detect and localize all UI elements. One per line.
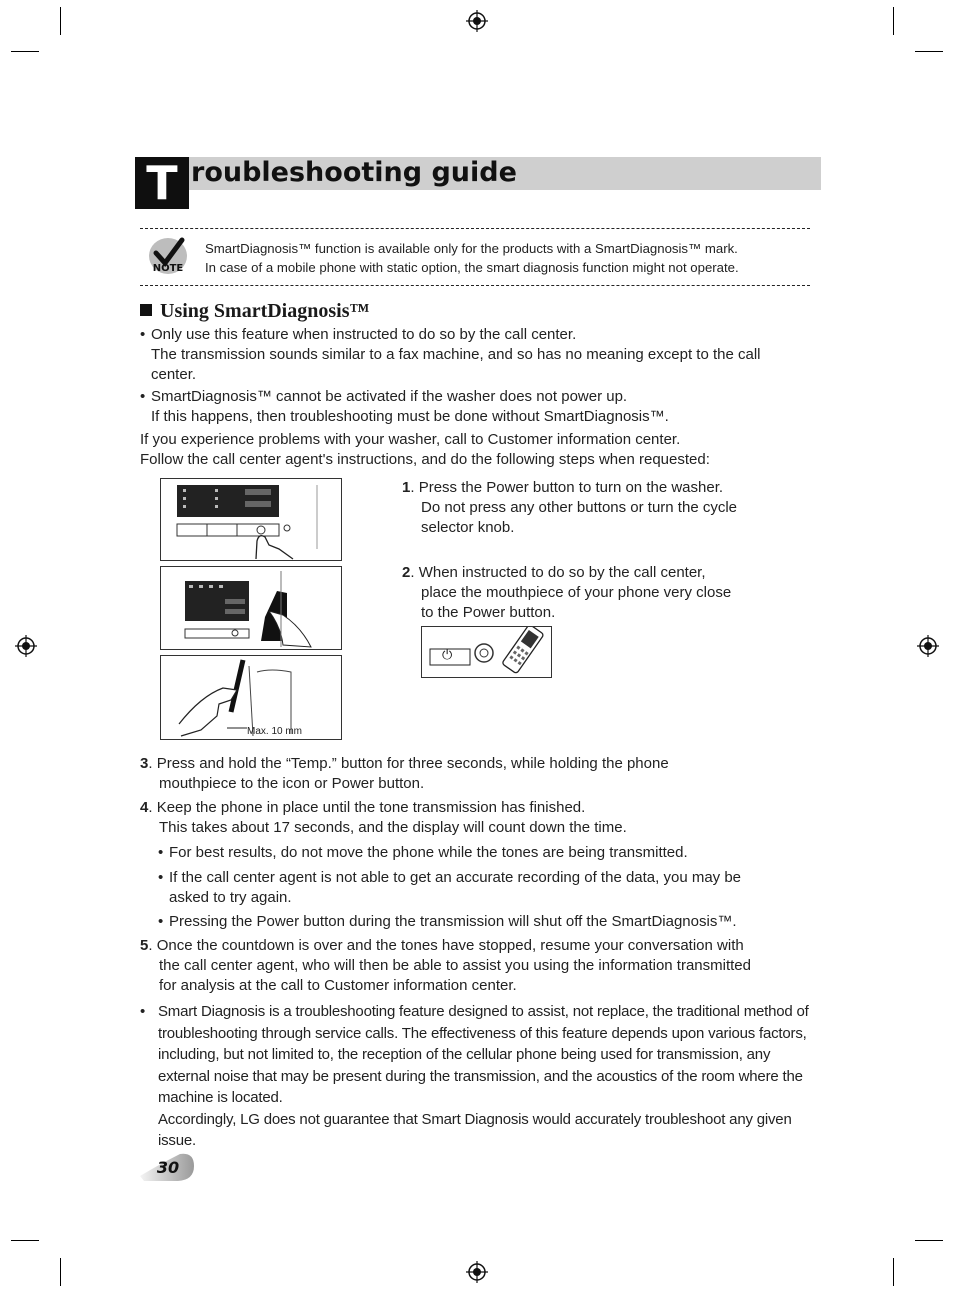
crop-mark [60, 1258, 61, 1286]
bullet-dot-icon: • [140, 388, 146, 405]
title-initial: T [135, 157, 189, 209]
crop-mark [915, 51, 943, 52]
page-title: roubleshooting guide [191, 157, 517, 188]
crop-mark [893, 1258, 894, 1286]
step-item: 5. Once the countdown is over and the tones have stopped, resume your conversation with the call center agent, who will then be able to assist you using the information transmitted for analysis at the call to Customer information center. [140, 937, 751, 994]
disclaimer: • Smart Diagnosis is a troubleshooting feature designed to assist, not replace, the traditional method of troubleshooting through service calls. The effectiveness of this feature depends upon various factors, including, but not limited to, the reception of the cellular phone being used for transmission, any external noise that may be present during the transmission, and the acoustics of the room where the machine is located. Accordingly, LG does not guarantee that Smart Diagnosis would accurately troubleshoot any given issue. [140, 1003, 809, 1149]
intro-paragraph: If you experience problems with your washer, call to Customer information center. Follow the call center agent's instructions, and do the following steps when requested: [140, 431, 710, 468]
divider [140, 285, 810, 286]
bullet-dot-icon: • [140, 1003, 146, 1020]
bullet-dot-icon: • [140, 326, 146, 343]
note-text [205, 239, 739, 277]
crop-mark [915, 1240, 943, 1241]
registration-mark-icon [466, 10, 488, 32]
section-heading: Using SmartDiagnosis™ [140, 298, 369, 324]
figure-phone-placement [160, 566, 342, 650]
registration-mark-icon [917, 635, 939, 657]
figure-max-distance [160, 655, 342, 740]
page-number: 30 [156, 1158, 180, 1177]
svg-text:NOTE: NOTE [152, 263, 184, 274]
sub-bullet-item: • For best results, do not move the phone while the tones are being transmitted. [158, 844, 688, 861]
figure-power-symbol-phone [421, 626, 552, 678]
crop-mark [893, 7, 894, 35]
step-item: 3. Press and hold the “Temp.” button for three seconds, while holding the phone mouthpiece to the icon or Power button. [140, 755, 669, 792]
registration-mark-icon [15, 635, 37, 657]
registration-mark-icon [466, 1261, 488, 1283]
bullet-item: • SmartDiagnosis™ cannot be activated if the washer does not power up. If this happens, then troubleshooting must be done without SmartDiagnosis™. [140, 388, 669, 425]
note-checkmark-icon [146, 236, 190, 276]
power-icon: ⏻ [442, 648, 453, 663]
step-item: 1. Press the Power button to turn on the washer. Do not press any other buttons or turn the cycle selector knob. [402, 479, 738, 536]
step-item: 2. When instructed to do so by the call center, place the mouthpiece of your phone very close to the Power button. [402, 564, 732, 621]
step-item: 4. Keep the phone in place until the tone transmission has finished. This takes about 17 seconds, and the display will count down the time. [140, 799, 627, 836]
bullet-dot-icon: • [158, 844, 164, 861]
divider [140, 228, 810, 229]
max-distance-label: Max. 10 mm [247, 726, 303, 737]
bullet-dot-icon: • [158, 913, 164, 930]
crop-mark [11, 51, 39, 52]
sub-bullet-item: • Pressing the Power button during the transmission will shut off the SmartDiagnosis™. [158, 913, 737, 930]
note-line: SmartDiagnosis™ function is available only for the products with a SmartDiagnosis™ mark. [205, 241, 738, 256]
sub-bullet-item: • If the call center agent is not able to get an accurate recording of the data, you may be asked to try again. [158, 869, 742, 906]
crop-mark [11, 1240, 39, 1241]
square-bullet-icon [140, 304, 152, 316]
page-number-badge [140, 1150, 196, 1182]
figure-power-button [160, 478, 342, 561]
bullet-dot-icon: • [158, 869, 164, 886]
crop-mark [60, 7, 61, 35]
bullet-item: • Only use this feature when instructed to do so by the call center. The transmission sounds similar to a fax machine, and so has no meaning except to the call center. [140, 326, 761, 383]
note-line: In case of a mobile phone with static option, the smart diagnosis function might not operate. [205, 260, 739, 275]
